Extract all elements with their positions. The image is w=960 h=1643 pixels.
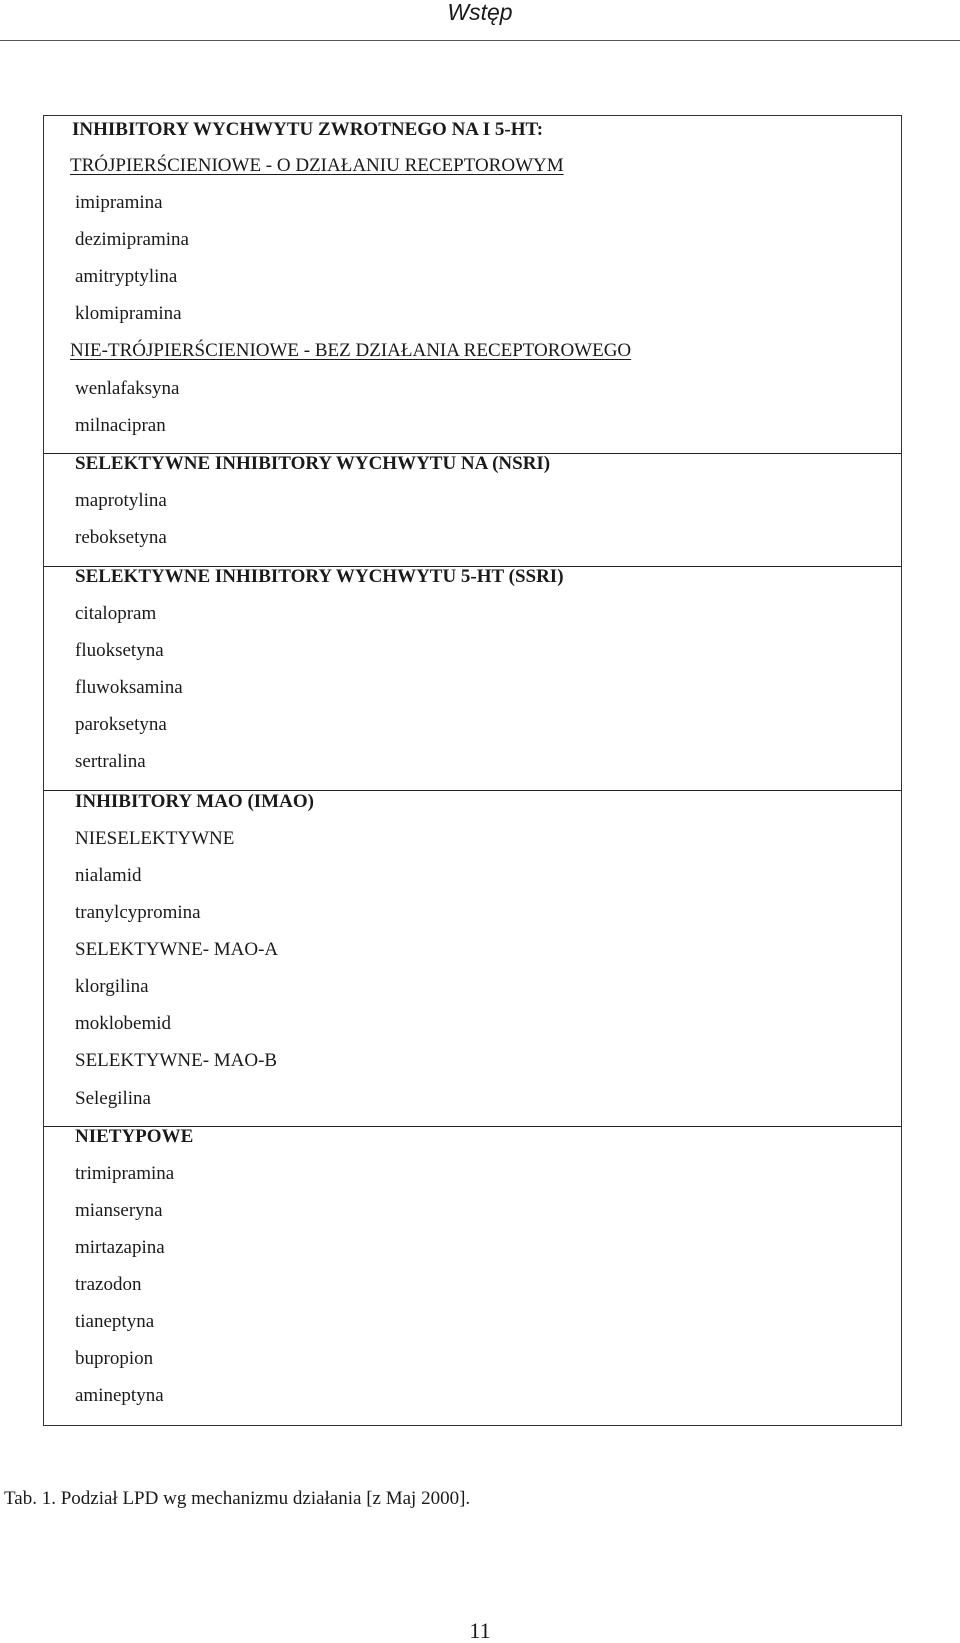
list-item: mianseryna xyxy=(75,1200,163,1221)
list-item: wenlafaksyna xyxy=(75,378,180,399)
list-item: trazodon xyxy=(75,1274,142,1295)
list-item: milnacipran xyxy=(75,415,166,436)
list-item: mirtazapina xyxy=(75,1237,165,1258)
subheading-non-tricyclic: NIE-TRÓJPIERŚCIENIOWE - BEZ DZIAŁANIA RECEPTOROWEGO xyxy=(70,340,632,361)
list-item: trimipramina xyxy=(75,1163,175,1184)
list-item: SELEKTYWNE- MAO-B xyxy=(75,1050,278,1071)
list-item: sertralina xyxy=(75,751,146,772)
list-item: bupropion xyxy=(75,1348,154,1369)
section-heading-nsri: SELEKTYWNE INHIBITORY WYCHWYTU NA (NSRI) xyxy=(75,453,551,474)
list-item: imipramina xyxy=(75,192,163,213)
subheading-tricyclic: TRÓJPIERŚCIENIOWE - O DZIAŁANIU RECEPTOROWYM xyxy=(70,155,564,176)
list-item: Selegilina xyxy=(75,1088,151,1109)
page-header-title: Wstęp xyxy=(447,0,513,25)
list-item: reboksetyna xyxy=(75,527,167,548)
list-item: maprotylina xyxy=(75,490,167,511)
list-item: moklobemid xyxy=(75,1013,172,1034)
list-item: amitryptylina xyxy=(75,266,178,287)
list-item: klorgilina xyxy=(75,976,149,997)
list-item: fluoksetyna xyxy=(75,640,164,661)
section-heading-reuptake-inhibitors: INHIBITORY WYCHWYTU ZWROTNEGO NA I 5-HT: xyxy=(72,119,544,140)
header-rule xyxy=(0,40,960,41)
list-item: paroksetyna xyxy=(75,714,167,735)
list-item: citalopram xyxy=(75,603,157,624)
list-item: SELEKTYWNE- MAO-A xyxy=(75,939,279,960)
list-item: NIESELEKTYWNE xyxy=(75,828,235,849)
page-number: 11 xyxy=(469,1618,491,1643)
list-item: tranylcypromina xyxy=(75,902,201,923)
classification-table xyxy=(43,115,902,1426)
section-heading-imao: INHIBITORY MAO (IMAO) xyxy=(75,791,314,812)
list-item: amineptyna xyxy=(75,1385,164,1406)
list-item: tianeptyna xyxy=(75,1311,155,1332)
list-item: nialamid xyxy=(75,865,142,886)
section-heading-ssri: SELEKTYWNE INHIBITORY WYCHWYTU 5-HT (SSRI) xyxy=(75,566,564,587)
section-heading-atypical: NIETYPOWE xyxy=(75,1126,194,1147)
list-item: klomipramina xyxy=(75,303,182,324)
list-item: dezimipramina xyxy=(75,229,189,250)
list-item: fluwoksamina xyxy=(75,677,183,698)
table-caption: Tab. 1. Podział LPD wg mechanizmu działania [z Maj 2000]. xyxy=(4,1488,471,1509)
